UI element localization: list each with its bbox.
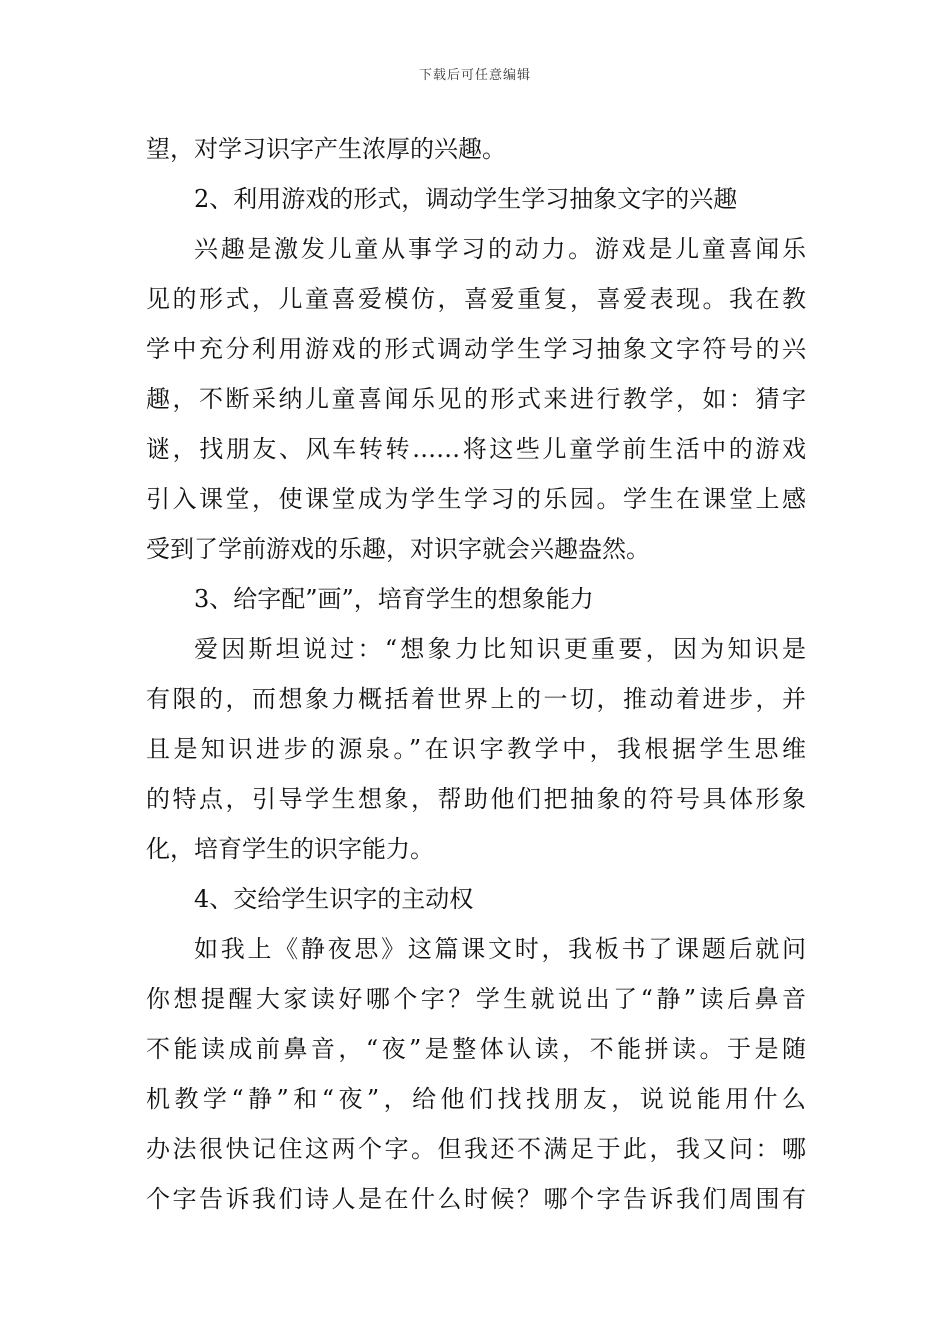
section-heading: 4、交给学生识字的主动权 — [194, 885, 474, 913]
paragraph-line: 兴趣是激发儿童从事学习的动力。游戏是儿童喜闻乐 — [194, 235, 806, 263]
paragraph-line: 学中充分利用游戏的形式调动学生学习抽象文字符号的兴 — [146, 335, 806, 363]
paragraph-line: 个字告诉我们诗人是在什么时候？哪个字告诉我们周围有 — [146, 1185, 806, 1213]
paragraph-line: 趣，不断采纳儿童喜闻乐见的形式来进行教学，如：猜字 — [146, 385, 806, 413]
paragraph-line: 引入课堂，使课堂成为学生学习的乐园。学生在课堂上感 — [146, 485, 806, 513]
paragraph-line: 机教学“静”和“夜”，给他们找找朋友，说说能用什么 — [146, 1085, 806, 1113]
paragraph-line: 如我上《静夜思》这篇课文时，我板书了课题后就问 — [194, 935, 806, 963]
paragraph-line: 望，对学习识字产生浓厚的兴趣。 — [146, 135, 506, 163]
paragraph-line: 有限的，而想象力概括着世界上的一切，推动着进步，并 — [146, 685, 806, 713]
section-heading: 2、利用游戏的形式，调动学生学习抽象文字的兴趣 — [194, 185, 738, 213]
paragraph-line: 不能读成前鼻音，“夜”是整体认读，不能拼读。于是随 — [146, 1035, 806, 1063]
page-header: 下载后可任意编辑 — [418, 68, 531, 83]
paragraph-line: 见的形式，儿童喜爱模仿，喜爱重复，喜爱表现。我在教 — [146, 285, 806, 313]
paragraph-line: 你想提醒大家读好哪个字？学生就说出了“静”读后鼻音 — [146, 985, 806, 1013]
section-heading: 3、给字配”画”，培育学生的想象能力 — [194, 585, 594, 613]
paragraph-line: 办法很快记住这两个字。但我还不满足于此，我又问：哪 — [146, 1135, 806, 1163]
paragraph-line: 化，培育学生的识字能力。 — [146, 835, 434, 863]
paragraph-line: 谜，找朋友、风车转转……将这些儿童学前生活中的游戏 — [146, 435, 806, 463]
paragraph-line: 且是知识进步的源泉。”在识字教学中，我根据学生思维 — [146, 735, 806, 763]
paragraph-line: 的特点，引导学生想象，帮助他们把抽象的符号具体形象 — [146, 785, 806, 813]
paragraph-line: 爱因斯坦说过：“想象力比知识更重要，因为知识是 — [194, 635, 806, 663]
paragraph-line: 受到了学前游戏的乐趣，对识字就会兴趣盎然。 — [146, 535, 650, 563]
